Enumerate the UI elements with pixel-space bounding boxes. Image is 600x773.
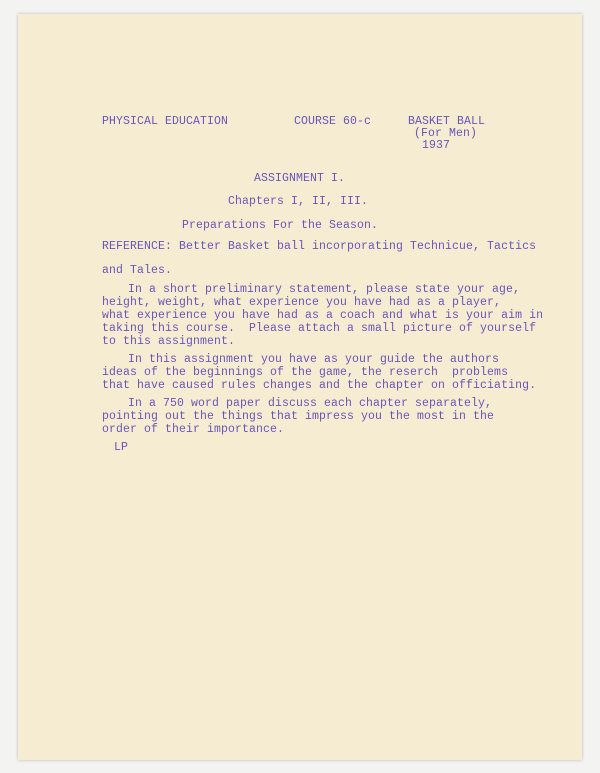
paragraph-1-line-4: taking this course. Please attach a small picture of yourself <box>102 322 537 335</box>
paragraph-1-line-3: what experience you have had as a coach and what is your aim in <box>102 309 544 322</box>
subject-label: BASKET BALL <box>408 115 486 128</box>
paragraph-1-line-1: In a short preliminary statement, please state your age, <box>128 283 521 296</box>
year-label: 1937 <box>422 139 451 152</box>
document-page <box>18 14 582 760</box>
chapters-line: Chapters I, II, III. <box>228 195 369 208</box>
audience-label: (For Men) <box>414 127 478 140</box>
department-label: PHYSICAL EDUCATION <box>102 115 229 128</box>
assignment-title: ASSIGNMENT I. <box>254 172 346 185</box>
course-label: COURSE 60-c <box>294 115 372 128</box>
paragraph-1-line-2: height, weight, what experience you have had as a player, <box>102 296 502 309</box>
typist-initials: LP <box>114 441 129 454</box>
reference-line-1: REFERENCE: Better Basket ball incorporating Technicue, Tactics <box>102 240 537 253</box>
paragraph-2-line-3: that have caused rules changes and the chapter on officiating. <box>102 379 537 392</box>
assignment-subtitle: Preparations For the Season. <box>182 219 379 232</box>
paragraph-3-line-2: pointing out the things that impress you the most in the <box>102 410 495 423</box>
paragraph-3-line-1: In a 750 word paper discuss each chapter separately, <box>128 397 493 410</box>
paragraph-1-line-5: to this assignment. <box>102 335 236 348</box>
paragraph-2-line-2: ideas of the beginnings of the game, the reserch problems <box>102 366 509 379</box>
paragraph-2-line-1: In this assignment you have as your guide the authors <box>128 353 500 366</box>
reference-line-2: and Tales. <box>102 264 173 277</box>
paragraph-3-line-3: order of their importance. <box>102 423 285 436</box>
